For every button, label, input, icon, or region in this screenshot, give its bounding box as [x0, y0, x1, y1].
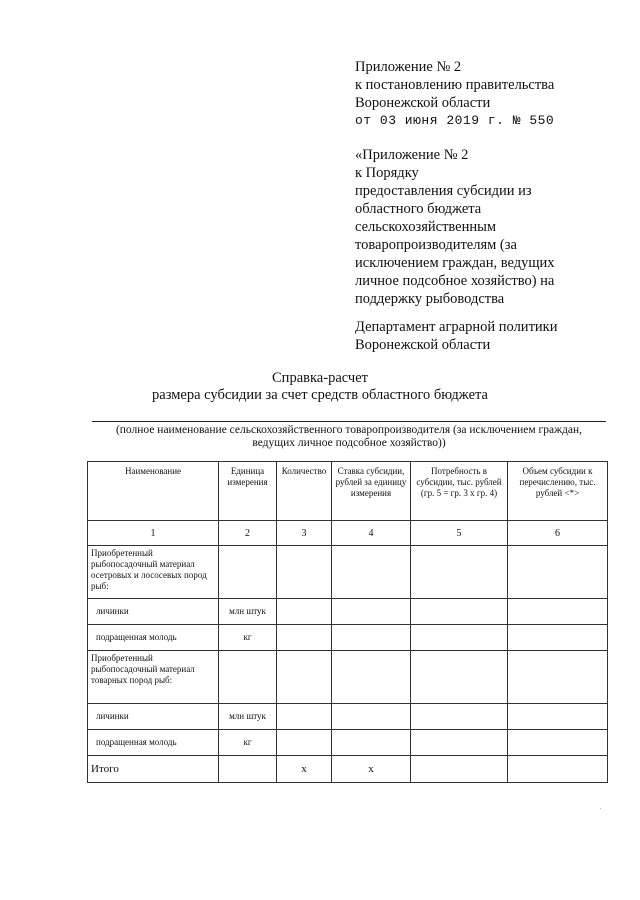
table-cell: [411, 625, 508, 651]
table-row: [88, 730, 608, 756]
document-subtitle: размера субсидии за счет средств областного бюджета: [152, 387, 488, 403]
table-row: [88, 704, 608, 730]
table-cell: [332, 625, 411, 651]
table-cell: [332, 704, 411, 730]
group-name: Приобретенный рыбопосадочный материал товарных пород рыб:: [88, 651, 219, 704]
fill-in-line: [92, 421, 606, 422]
group-name: Приобретенный рыбопосадочный материал осетровых и лососевых пород рыб:: [88, 546, 219, 599]
column-header: Ставка субсидии, рублей за единицу измерения: [332, 462, 411, 521]
row-unit: млн штук: [219, 599, 277, 625]
column-header: Объем субсидии к перечислению, тыс. рублей <*>: [508, 462, 608, 521]
table-cell: [508, 704, 608, 730]
column-number: 6: [508, 521, 608, 546]
fill-in-caption: [92, 424, 606, 450]
appendix-date: от 03 июня 2019 г. № 550: [355, 113, 555, 128]
total-qty-mark: х: [277, 756, 332, 783]
caption-line: ведущих личное подсобное хозяйство)): [252, 437, 446, 449]
order-line: исключением граждан, ведущих: [355, 255, 555, 271]
column-number: 5: [411, 521, 508, 546]
table-cell: [411, 599, 508, 625]
caption-line: (полное наименование сельскохозяйственного товаропроизводителя (за исключением граждан,: [115, 424, 583, 436]
table-cell: [508, 756, 608, 783]
table-cell: [277, 730, 332, 756]
table-cell: [219, 756, 277, 783]
table-cell: [508, 625, 608, 651]
department-line: Департамент аграрной политики: [355, 319, 558, 335]
table-cell: [277, 546, 332, 599]
order-line: личное подсобное хозяйство) на: [355, 273, 555, 289]
total-label: Итого: [88, 756, 219, 783]
table-cell: [219, 651, 277, 704]
document-title: Справка-расчет: [272, 370, 368, 386]
appendix-ref: к постановлению правительства: [355, 77, 555, 93]
total-rate-mark: х: [332, 756, 411, 783]
order-header: [355, 146, 555, 308]
table-row: [88, 599, 608, 625]
table-cell: [508, 599, 608, 625]
appendix-title: Приложение № 2: [355, 59, 462, 75]
total-row: [88, 756, 608, 783]
column-header: Количество: [277, 462, 332, 521]
row-unit: кг: [219, 730, 277, 756]
table-cell: [508, 651, 608, 704]
row-name: личинки: [88, 599, 219, 625]
table-cell: [332, 651, 411, 704]
column-number: 2: [219, 521, 277, 546]
table-cell: [332, 599, 411, 625]
table-cell: [508, 730, 608, 756]
table-cell: [277, 625, 332, 651]
table-cell: [411, 730, 508, 756]
table-cell: [277, 704, 332, 730]
column-number-row: [88, 521, 608, 546]
order-line: поддержку рыбоводства: [355, 291, 505, 307]
table-cell: [411, 546, 508, 599]
row-unit: кг: [219, 625, 277, 651]
table-cell: [332, 730, 411, 756]
order-line: областного бюджета: [355, 201, 482, 217]
order-line: сельскохозяйственным: [355, 219, 497, 235]
row-name: личинки: [88, 704, 219, 730]
table-cell: [411, 651, 508, 704]
order-line: товаропроизводителям (за: [355, 237, 517, 253]
table-cell: [277, 599, 332, 625]
table-header-row: [88, 462, 608, 521]
department-header: [355, 318, 557, 354]
appendix-header: [355, 58, 554, 130]
column-number: 3: [277, 521, 332, 546]
table-cell: [411, 756, 508, 783]
row-unit: млн штук: [219, 704, 277, 730]
appendix-region: Воронежской области: [355, 95, 491, 111]
subsidy-table: [87, 461, 608, 783]
column-header: Потребность в субсидии, тыс. рублей (гр. 5 = гр. 3 х гр. 4): [411, 462, 508, 521]
table-row: [88, 625, 608, 651]
column-header: Наименование: [88, 462, 219, 521]
scan-speck: [600, 808, 601, 809]
row-name: подращенная молодь: [88, 625, 219, 651]
table-cell: [277, 651, 332, 704]
order-line: «Приложение № 2: [355, 147, 469, 163]
row-name: подращенная молодь: [88, 730, 219, 756]
table-cell: [508, 546, 608, 599]
department-line: Воронежской области: [355, 337, 491, 353]
table-cell: [332, 546, 411, 599]
order-line: предоставления субсидии из: [355, 183, 532, 199]
column-header: Единица измерения: [219, 462, 277, 521]
table-cell: [219, 546, 277, 599]
column-number: 4: [332, 521, 411, 546]
table-cell: [411, 704, 508, 730]
table-group-row: [88, 651, 608, 704]
table-group-row: [88, 546, 608, 599]
column-number: 1: [88, 521, 219, 546]
order-line: к Порядку: [355, 165, 419, 181]
